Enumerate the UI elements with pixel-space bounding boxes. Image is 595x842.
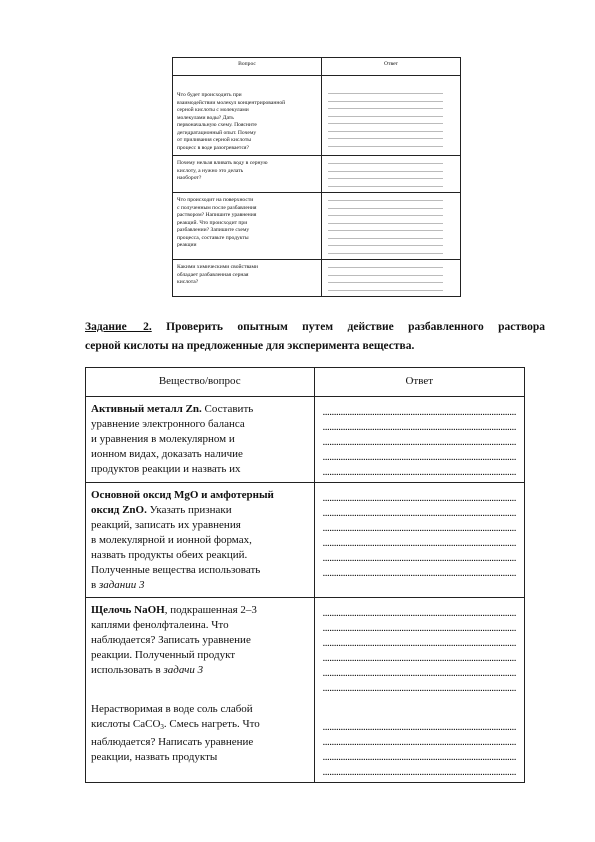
header-answer: Ответ (314, 368, 525, 397)
question-line: наблюдается? Записать уравнение (91, 634, 251, 646)
experiment-table (85, 367, 525, 783)
answer-line[interactable]: ...................................................................................... (322, 607, 516, 619)
answer-line[interactable]: ................................................................................................................... (328, 286, 443, 293)
task-heading (85, 318, 545, 356)
question-line: в молекулярной и ионной формах, (91, 534, 252, 546)
question-line: , подкрашенная 2–3 (164, 604, 257, 616)
table-row (86, 483, 525, 598)
answer-line[interactable]: ................................................................................................................... (328, 182, 443, 189)
task-line-1 (85, 318, 545, 337)
answer-line[interactable]: ................................................................................................................... (328, 271, 443, 278)
question-line: наблюдается? Написать уравнение (91, 736, 254, 748)
answer-line[interactable]: ................................................................................................................... (328, 264, 443, 270)
answer-line[interactable]: ................................................................................................................... (328, 212, 443, 218)
answer-line[interactable]: ...................................................................................... (322, 751, 516, 763)
question-line: обладает разбавленная серная (177, 271, 249, 278)
question-line: разбавлении? Запишите схему (177, 227, 250, 233)
substance-name: Основной оксид MgO и амфотерный (91, 489, 274, 501)
answer-line[interactable]: ...................................................................................... (322, 421, 516, 433)
table-header-row (173, 58, 461, 76)
answer-line[interactable]: ................................................................................................................... (328, 227, 443, 233)
answer-line[interactable]: ...................................................................................... (322, 451, 516, 463)
header-answer: Ответ (322, 58, 461, 76)
answer-line[interactable]: ...................................................................................... (322, 552, 516, 564)
answer-line[interactable]: ................................................................................................................... (328, 120, 443, 126)
answer-line[interactable]: ................................................................................................................... (328, 219, 443, 226)
answer-line[interactable]: ...................................................................................... (322, 637, 516, 649)
question-cell (173, 76, 322, 156)
answer-line[interactable]: ................................................................................................................... (328, 142, 443, 149)
question-line: с полученным после разбавления (177, 204, 257, 211)
answer-line[interactable]: ................................................................................................................... (328, 197, 443, 203)
answer-cell[interactable] (322, 193, 461, 260)
question-line: реакции. Полученный продукт (91, 649, 236, 661)
table-row (173, 260, 461, 297)
question-line: Указать признаки (146, 504, 232, 516)
answer-line[interactable]: ................................................................................................................... (328, 160, 443, 166)
answer-cell[interactable] (314, 598, 525, 783)
questions-table (172, 57, 461, 297)
question-line: кислоту, а нужно это делать (177, 167, 244, 174)
question-line: взаимодействии молекул концентрированной (177, 99, 286, 106)
task-reference: задачи 3 (163, 664, 204, 676)
table-row (86, 598, 525, 783)
answer-cell[interactable] (322, 76, 461, 156)
answer-line[interactable]: ................................................................................................................... (328, 175, 443, 181)
substance-name: оксид ZnO. (91, 504, 147, 516)
question-line: . Смесь нагреть. Что (163, 718, 260, 730)
question-line: использовать в (91, 664, 164, 676)
answer-line[interactable]: ................................................................................................................... (328, 135, 443, 141)
spacer (323, 696, 517, 720)
answer-line[interactable]: ...................................................................................... (322, 507, 516, 519)
question-line: Почему нельзя вливать воду в серную (177, 160, 268, 166)
task-text-1: Проверить опытным путем действие разбавленного раствора (151, 321, 545, 333)
answer-line[interactable]: ...................................................................................... (322, 682, 516, 694)
table-row (173, 76, 461, 156)
question-line: реакций, записать их уравнения (91, 519, 241, 531)
question-cell (86, 397, 315, 483)
question-line: Нерастворимая в воде соль слабой (91, 703, 253, 715)
question-line: Полученные вещества использовать (91, 564, 261, 576)
answer-line[interactable]: ...................................................................................... (322, 766, 516, 778)
question-line: уравнение электронного баланса (91, 418, 245, 430)
answer-cell[interactable] (322, 260, 461, 297)
answer-line[interactable]: ...................................................................................... (322, 522, 516, 534)
question-line: Составить (201, 403, 254, 415)
question-line: кислоты (91, 718, 133, 730)
question-line: наоборот? (177, 175, 202, 181)
answer-line[interactable]: ................................................................................................................... (328, 242, 443, 248)
question-cell (173, 156, 322, 193)
task-text-2: серной кислоты на предложенные для эксперимента вещества. (85, 340, 415, 352)
header-question: Вопрос (173, 58, 322, 76)
answer-cell[interactable] (322, 156, 461, 193)
answer-line[interactable]: ...................................................................................... (322, 721, 516, 733)
answer-line[interactable]: ...................................................................................... (322, 736, 516, 748)
task-reference: задании 3 (98, 579, 145, 591)
question-line: и уравнения в молекулярном и (91, 433, 235, 445)
question-line: реакций. Что происходит при (177, 219, 248, 226)
question-line: реакции (177, 242, 197, 248)
answer-line[interactable]: ...................................................................................... (322, 492, 516, 504)
question-line: назвать продукты обеих реакций. (91, 549, 248, 561)
answer-line[interactable]: ...................................................................................... (322, 436, 516, 448)
table-row (173, 156, 461, 193)
answer-line[interactable]: ...................................................................................... (322, 622, 516, 634)
header-substance: Вещество/вопрос (86, 368, 315, 397)
answer-line[interactable]: ................................................................................................................... (328, 279, 443, 285)
answer-line[interactable]: ................................................................................................................... (328, 90, 443, 96)
question-line: Какими химическими свойствами (177, 264, 259, 270)
answer-line[interactable]: ................................................................................................................... (328, 249, 443, 256)
question-line: первоначальную схему. Поясните (177, 122, 257, 128)
answer-line[interactable]: ................................................................................................................... (328, 127, 443, 134)
question-line: процесс в воде разогревается? (177, 144, 249, 151)
answer-line[interactable]: ...................................................................................... (322, 537, 516, 549)
answer-line[interactable]: ................................................................................................................... (328, 105, 443, 111)
question-line: серной кислоты с молекулами (177, 107, 249, 113)
question-line: каплями фенолфталеина. Что (91, 619, 229, 631)
answer-line[interactable]: ................................................................................................................... (328, 97, 443, 104)
answer-line[interactable]: ...................................................................................... (322, 652, 516, 664)
answer-line[interactable]: ...................................................................................... (322, 667, 516, 679)
question-line: Что будет происходить при (177, 92, 242, 98)
question-line: процесса, составьте продукты (177, 234, 249, 241)
answer-line[interactable]: ...................................................................................... (322, 567, 516, 579)
table-header-row (86, 368, 525, 397)
question-line: от приливания серной кислоты (177, 137, 252, 143)
answer-line[interactable]: ...................................................................................... (322, 406, 516, 418)
question-line: дегидратационный опыт. Почему (177, 129, 257, 136)
substance-name: Щелочь NaOH (91, 604, 165, 616)
spacer (91, 678, 309, 702)
task-label: Задание 2. (85, 321, 152, 333)
table-row (173, 193, 461, 260)
substance-name: Активный металл Zn. (91, 403, 202, 415)
question-line: молекулами воды? Дать (177, 114, 234, 121)
table-row (86, 397, 525, 483)
formula-caco3: CaCO$_3$ (132, 718, 164, 731)
answer-line[interactable]: ...................................................................................... (322, 466, 516, 478)
question-cell (173, 193, 322, 260)
question-line: реакции, назвать продукты (91, 751, 218, 763)
question-line: Что происходит на поверхности (177, 197, 254, 203)
question-line: продуктов реакции и назвать их (91, 463, 241, 475)
answer-cell[interactable] (314, 483, 525, 598)
question-cell (86, 598, 315, 783)
answer-cell[interactable] (314, 397, 525, 483)
question-line: раствором? Напишите уравнения (177, 212, 257, 218)
answer-line[interactable]: ................................................................................................................... (328, 167, 443, 174)
answer-line[interactable]: ................................................................................................................... (328, 234, 443, 241)
answer-line[interactable]: ................................................................................................................... (328, 204, 443, 211)
question-cell (86, 483, 315, 598)
question-line: ионном видах, доказать наличие (91, 448, 243, 460)
question-line: кислота? (177, 279, 199, 285)
answer-line[interactable]: ................................................................................................................... (328, 112, 443, 119)
question-line: в (91, 579, 99, 591)
question-cell (173, 260, 322, 297)
